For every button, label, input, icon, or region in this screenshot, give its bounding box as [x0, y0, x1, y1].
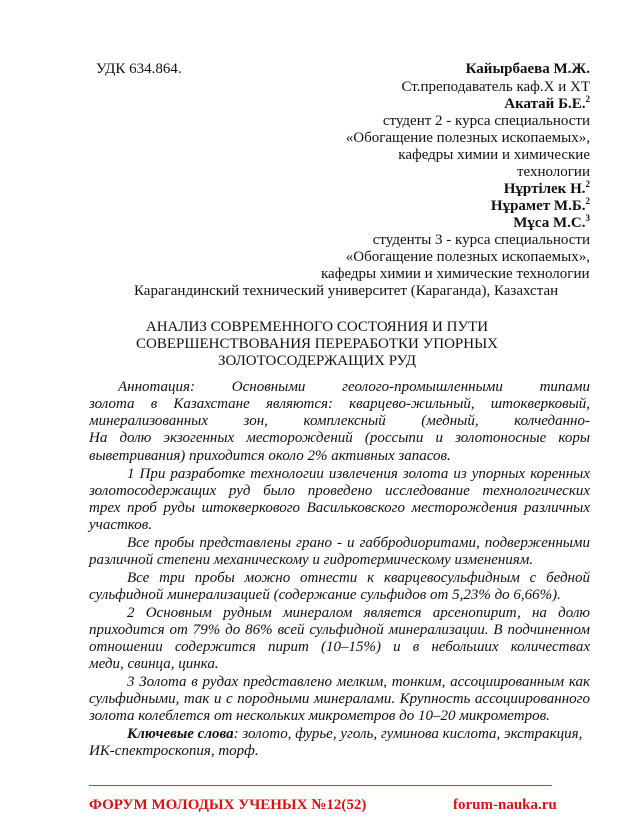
- author-name: [504, 95, 590, 113]
- abstract-line: 2 Основным рудным минералом является арсенопирит, на долю: [127, 605, 590, 621]
- affiliation: Карагандинский технический университет (Караганда), Казахстан: [134, 283, 559, 299]
- author-name-text: Нұртілек Н.: [503, 181, 586, 197]
- keywords-line: ИК-спектроскопия, торф.: [89, 743, 259, 759]
- abstract-line: На долю экзогенных месторождений (россыпи и золотоносные коры: [89, 430, 590, 446]
- abstract-line: трех проб руды штокверкового Васильковского месторождения различных: [89, 500, 590, 516]
- affiliation-sup: 3: [585, 213, 590, 223]
- udk-code: УДК 634.864.: [96, 61, 182, 77]
- author-name-text: Нұрамет М.Б.: [490, 198, 586, 214]
- abstract-line: золотосодержащих руд было проведено исследование технологических: [89, 483, 590, 499]
- journal-website: forum-nauka.ru: [453, 797, 557, 813]
- abstract-line: участков.: [89, 517, 153, 533]
- author-role: кафедры химии и химические технологии: [321, 266, 590, 282]
- author-name-text: Акатай Б.Е.: [504, 96, 586, 112]
- keywords-text: : золото, фурье, уголь, гуминова кислота, экстракция,: [233, 726, 583, 742]
- author-name: [504, 180, 590, 198]
- keywords-label: Ключевые слова: [127, 726, 234, 742]
- article-title: АНАЛИЗ СОВРЕМЕННОГО СОСТОЯНИЯ И ПУТИ: [145, 319, 489, 335]
- affiliation-sup: 2: [585, 94, 590, 104]
- abstract-line: Все три пробы можно отнести к кварцевосульфидным с бедной: [127, 570, 590, 586]
- abstract-line: выветривания) приходится около 2% активных запасов.: [89, 448, 451, 464]
- author-role: «Обогащение полезных ископаемых»,: [345, 249, 590, 265]
- footer-divider: [89, 785, 552, 786]
- abstract-line: Аннотация: Основными геолого-промышленными типами: [118, 379, 590, 395]
- journal-name: ФОРУМ МОЛОДЫХ УЧЕНЫХ №12(52): [89, 797, 367, 813]
- abstract-line: сульфидной минерализацией (содержание сульфидов от 5,23% до 6,66%).: [89, 587, 561, 603]
- author-role: «Обогащение полезных ископаемых»,: [345, 130, 590, 146]
- abstract-line: золота в Казахстане являются: кварцево-жильный, штокверковый,: [89, 396, 590, 412]
- abstract-line: 3 Золота в рудах представлено мелким, тонким, ассоциированным как: [127, 674, 590, 690]
- author-role: кафедры химии и химические: [398, 147, 590, 163]
- author-role: студент 2 - курса специальности: [382, 113, 590, 129]
- author-role: Ст.преподаватель каф.Х и ХТ: [401, 79, 590, 95]
- abstract-line: отношении содержится пирит (10–15%) и в небольших количествах: [89, 639, 590, 655]
- abstract-line: 1 При разработке технологии извлечения золота из упорных коренных: [127, 466, 590, 482]
- abstract-line: минерализованных зон, комплексный (медный, колчеданно-: [89, 413, 590, 429]
- abstract-line: меди, свинца, цинка.: [89, 656, 219, 672]
- article-title: ЗОЛОТОСОДЕРЖАЩИХ РУД: [217, 353, 416, 369]
- author-role: студенты 3 - курса специальности: [372, 232, 590, 248]
- abstract-line: золота колеблется от нескольких микрометров до 10–20 микрометров.: [89, 708, 550, 724]
- affiliation-sup: 2: [585, 196, 590, 206]
- article-title: СОВЕРШЕНСТВОВАНИЯ ПЕРЕРАБОТКИ УПОРНЫХ: [135, 336, 498, 352]
- author-name: Кайырбаева М.Ж.: [465, 61, 590, 77]
- abstract-line: различной степени механическому и гидротермическому изменениям.: [89, 552, 534, 568]
- author-name: [491, 197, 590, 215]
- abstract-line: Все пробы представлены грано - и габбродиоритами, подверженными: [127, 535, 590, 551]
- keywords-line: [127, 725, 582, 743]
- abstract-line: сульфидными, так и с породными минералами. Крупность ассоциированного: [89, 691, 590, 707]
- affiliation-sup: 2: [585, 179, 590, 189]
- author-name-text: Мұса М.С.: [513, 215, 586, 231]
- author-name: [513, 214, 590, 232]
- abstract-line: приходится от 79% до 86% всей сульфидной минерализации. В подчиненном: [89, 622, 590, 638]
- author-role: технологии: [516, 164, 590, 180]
